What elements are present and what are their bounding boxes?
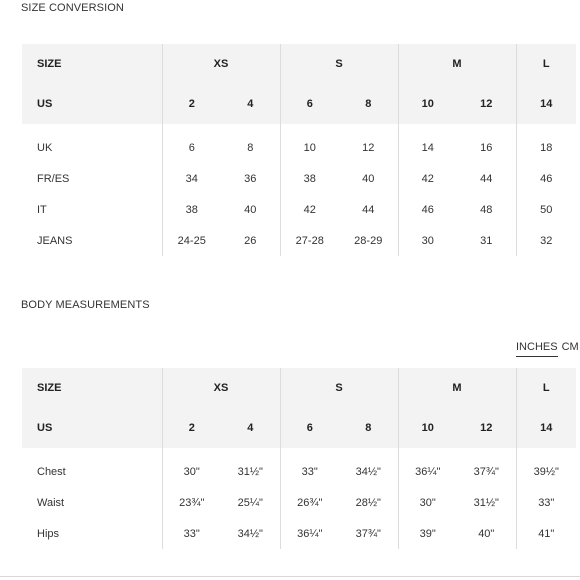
us-row-label: US (22, 408, 162, 448)
row-label: Chest (37, 465, 66, 478)
table-cell: 37¾" (355, 527, 381, 540)
us-cell: 14 (516, 84, 576, 124)
us-cell: 12 (457, 84, 516, 124)
table-cell: 31 (480, 234, 493, 247)
size-group-m: M (398, 44, 516, 84)
us-cell: 8 (339, 84, 398, 124)
us-cell: 14 (516, 408, 576, 448)
table-cell: 33" (516, 487, 576, 518)
table-cell: 44 (480, 172, 493, 185)
table-cell: 26 (244, 234, 257, 247)
row-label: Waist (37, 496, 65, 509)
table-row-hips (22, 518, 576, 549)
size-conversion-title: SIZE CONVERSION (21, 2, 124, 14)
table-row-uk (22, 124, 576, 163)
us-cell: 4 (221, 408, 280, 448)
table-cell: 30" (162, 448, 221, 487)
us-cell: 4 (221, 84, 280, 124)
size-row-label: SIZE (22, 368, 162, 408)
us-cell: 8 (339, 408, 398, 448)
table-cell: 24-25 (162, 225, 221, 256)
table-row-jeans (22, 225, 576, 256)
us-cell: 12 (457, 408, 516, 448)
table-cell: 40" (478, 527, 495, 540)
size-conversion-table (22, 44, 576, 256)
table-cell: 40 (244, 203, 257, 216)
table-cell: 36¼" (398, 448, 457, 487)
table-row-waist (22, 487, 576, 518)
table-row-fr-es (22, 163, 576, 194)
table-cell: 14 (398, 124, 457, 163)
table-row-chest (22, 448, 576, 487)
us-row (22, 84, 576, 124)
unit-toggle (516, 341, 579, 353)
row-label: JEANS (37, 234, 73, 247)
table-cell: 10 (280, 124, 339, 163)
us-cell: 6 (280, 84, 339, 124)
row-label: FR/ES (37, 172, 70, 185)
table-cell: 33" (162, 518, 221, 549)
table-cell: 39½" (516, 448, 576, 487)
size-group-l: L (516, 368, 576, 408)
table-cell: 28-29 (354, 234, 383, 247)
table-cell: 44 (362, 203, 375, 216)
table-cell: 36 (244, 172, 257, 185)
table-cell: 26¾" (280, 487, 339, 518)
size-row (22, 368, 576, 408)
table-cell: 46 (398, 194, 457, 225)
table-cell: 37¾" (473, 465, 499, 478)
table-cell: 38 (162, 194, 221, 225)
unit-cm-option[interactable]: CM (561, 341, 579, 353)
size-group-s: S (280, 368, 398, 408)
size-row (22, 44, 576, 84)
us-cell: 2 (162, 408, 221, 448)
table-cell: 27-28 (280, 225, 339, 256)
table-cell: 48 (480, 203, 493, 216)
us-cell: 6 (280, 408, 339, 448)
row-label: Hips (37, 527, 60, 540)
table-cell: 23¾" (162, 487, 221, 518)
size-row-label: SIZE (22, 44, 162, 84)
us-cell: 2 (162, 84, 221, 124)
table-cell: 30" (398, 487, 457, 518)
table-cell: 34½" (355, 465, 381, 478)
table-cell: 36¼" (280, 518, 339, 549)
body-measurements-title: BODY MEASUREMENTS (21, 299, 150, 311)
table-cell: 6 (162, 124, 221, 163)
table-cell: 40 (362, 172, 375, 185)
table-cell: 46 (516, 163, 576, 194)
size-group-xs: XS (162, 44, 280, 84)
size-group-s: S (280, 44, 398, 84)
size-group-m: M (398, 368, 516, 408)
bottom-divider (0, 576, 580, 577)
table-cell: 18 (516, 124, 576, 163)
us-row-label: US (22, 84, 162, 124)
size-group-xs: XS (162, 368, 280, 408)
table-cell: 42 (280, 194, 339, 225)
row-label: UK (37, 141, 53, 154)
table-cell: 34½" (237, 527, 263, 540)
table-cell: 25¼" (237, 496, 263, 509)
table-cell: 39" (398, 518, 457, 549)
table-cell: 28½" (355, 496, 381, 509)
table-cell: 38 (280, 163, 339, 194)
table-cell: 33" (280, 448, 339, 487)
table-cell: 30 (398, 225, 457, 256)
size-group-l: L (516, 44, 576, 84)
table-cell: 12 (362, 141, 375, 154)
table-cell: 16 (480, 141, 493, 154)
table-cell: 32 (516, 225, 576, 256)
row-label: IT (37, 203, 47, 216)
table-cell: 42 (398, 163, 457, 194)
table-cell: 8 (247, 141, 254, 154)
us-cell: 10 (398, 408, 457, 448)
table-cell: 31½" (237, 465, 263, 478)
table-cell: 41" (516, 518, 576, 549)
body-measurements-table (22, 368, 576, 549)
table-cell: 31½" (473, 496, 499, 509)
us-row (22, 408, 576, 448)
table-row-it (22, 194, 576, 225)
unit-inches-option[interactable]: INCHES (516, 341, 558, 357)
table-cell: 50 (516, 194, 576, 225)
us-cell: 10 (398, 84, 457, 124)
table-cell: 34 (162, 163, 221, 194)
